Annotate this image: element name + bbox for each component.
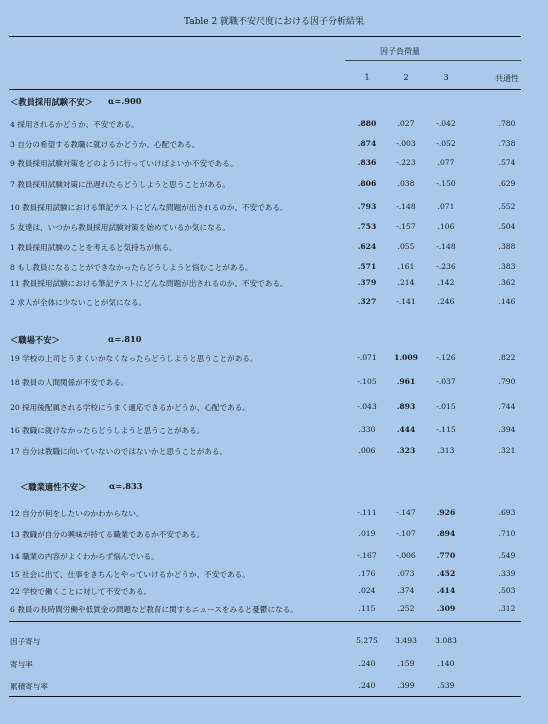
loading-cell: -.111 bbox=[357, 508, 377, 517]
item-text: 9 教員採用試験対策をどのように行っていけばよいか不安である。 bbox=[10, 159, 238, 168]
loading-cell: .880 bbox=[357, 119, 377, 128]
loading-cell: 1.009 bbox=[394, 353, 418, 362]
loading-cell: .710 bbox=[498, 529, 516, 538]
loading-cell: .071 bbox=[437, 202, 455, 211]
loading-cell: .961 bbox=[396, 377, 416, 386]
loading-cell: .214 bbox=[397, 278, 415, 287]
loading-cell: -.115 bbox=[436, 425, 456, 434]
footer-cell: .159 bbox=[397, 659, 415, 668]
loading-cell: .246 bbox=[437, 297, 455, 306]
table-title: Table 2 就職不安尺度における因子分析結果 bbox=[183, 17, 365, 27]
col-header-1: 1 bbox=[364, 73, 370, 82]
loading-cell: .006 bbox=[358, 446, 376, 455]
item-text: 16 教職に就けなかったらどうしようと思うことがある。 bbox=[10, 426, 205, 435]
loading-cell: .106 bbox=[437, 222, 455, 231]
loading-cell: .374 bbox=[397, 586, 415, 595]
item-text: 15 社会に出て、仕事をきちんとやっていけるかどうか、不安である。 bbox=[10, 570, 250, 579]
loading-cell: .339 bbox=[498, 569, 516, 578]
item-text: 2 求人が全体に少ないことが気になる。 bbox=[10, 298, 147, 307]
section-alpha: α=.810 bbox=[108, 334, 142, 344]
loading-cell: -.003 bbox=[396, 139, 416, 148]
loading-cell: .552 bbox=[498, 202, 516, 211]
item-text: 14 職業の内容がよくわからず悩んでいる。 bbox=[10, 552, 159, 561]
loading-cell: -.167 bbox=[357, 551, 377, 560]
loading-cell: .176 bbox=[358, 569, 376, 578]
loading-cell: .388 bbox=[498, 242, 516, 251]
loading-cell: -.015 bbox=[436, 402, 456, 411]
top-rule bbox=[9, 36, 521, 37]
loading-cell: .770 bbox=[436, 551, 456, 560]
loading-cell: .142 bbox=[437, 278, 455, 287]
item-text: 22 学校で働くことに対して不安である。 bbox=[10, 587, 152, 596]
loading-cell: .571 bbox=[357, 262, 377, 271]
loading-cell: .629 bbox=[498, 179, 516, 188]
loading-cell: -.043 bbox=[357, 402, 377, 411]
loading-cell: .313 bbox=[437, 446, 455, 455]
loading-cell: .780 bbox=[498, 119, 516, 128]
loading-cell: .330 bbox=[358, 425, 376, 434]
col-header-communality: 共通性 bbox=[495, 74, 519, 83]
loading-cell: .738 bbox=[498, 139, 516, 148]
loading-cell: -.157 bbox=[396, 222, 416, 231]
footer-cell: 5.275 bbox=[356, 636, 378, 645]
loading-cell: .027 bbox=[397, 119, 415, 128]
footer-cell: .240 bbox=[358, 681, 376, 690]
loading-cell: .073 bbox=[397, 569, 415, 578]
item-text: 3 自分の希望する教職に就けるかどうか、心配である。 bbox=[10, 140, 200, 149]
loading-cell: .252 bbox=[397, 604, 415, 613]
loading-cell: -.071 bbox=[357, 353, 377, 362]
loading-cell: .327 bbox=[357, 297, 377, 306]
footer-cell: 3.083 bbox=[435, 636, 457, 645]
loading-cell: -.107 bbox=[396, 529, 416, 538]
loading-cell: .452 bbox=[436, 569, 456, 578]
item-text: 18 教員の人間関係が不安である。 bbox=[10, 378, 129, 387]
bottom-rule bbox=[9, 696, 521, 697]
loading-cell: .414 bbox=[436, 586, 456, 595]
loading-cell: -.148 bbox=[436, 242, 456, 251]
loading-cell: .744 bbox=[498, 402, 516, 411]
loading-cell: .321 bbox=[498, 446, 516, 455]
loading-cell: .024 bbox=[358, 586, 376, 595]
loading-cell: .624 bbox=[357, 242, 377, 251]
footer-cell: .240 bbox=[358, 659, 376, 668]
loading-cell: -.037 bbox=[436, 377, 456, 386]
loading-cell: .894 bbox=[436, 529, 456, 538]
loading-cell: .693 bbox=[498, 508, 516, 517]
loading-cell: .115 bbox=[358, 604, 376, 613]
col-header-3: 3 bbox=[443, 73, 449, 82]
loading-cell: -.105 bbox=[357, 377, 377, 386]
item-text: 6 教員の長時間労働や低賃金の問題など教育に関するニュースをみると憂鬱になる。 bbox=[10, 605, 298, 614]
loading-cell: .312 bbox=[498, 604, 516, 613]
loading-cell: .055 bbox=[397, 242, 415, 251]
footer-cell: .140 bbox=[437, 659, 455, 668]
footer-cell: .399 bbox=[397, 681, 415, 690]
header-rule bbox=[9, 89, 521, 90]
item-text: 7 教員採用試験対策に出遅れたらどうしようと思うことがある。 bbox=[10, 180, 230, 189]
loading-cell: .790 bbox=[498, 377, 516, 386]
loading-cell: .323 bbox=[396, 446, 416, 455]
loading-cell: .549 bbox=[498, 551, 516, 560]
loading-cell: .383 bbox=[498, 262, 516, 271]
loading-cell: .077 bbox=[437, 158, 455, 167]
section-alpha: α=.900 bbox=[108, 96, 142, 106]
footer-top-rule bbox=[9, 621, 521, 622]
loading-cell: -.052 bbox=[436, 139, 456, 148]
loadings-underline bbox=[345, 60, 521, 61]
loading-cell: .038 bbox=[397, 179, 415, 188]
loading-cell: .444 bbox=[396, 425, 416, 434]
loading-cell: -.223 bbox=[396, 158, 416, 167]
footer-label: 累積寄与率 bbox=[10, 682, 48, 691]
loading-cell: .822 bbox=[498, 353, 516, 362]
loading-cell: .161 bbox=[397, 262, 415, 271]
loading-cell: -.236 bbox=[436, 262, 456, 271]
section-alpha: α=.833 bbox=[109, 481, 143, 491]
col-header-2: 2 bbox=[403, 73, 409, 82]
loading-cell: .019 bbox=[358, 529, 376, 538]
loading-cell: .379 bbox=[357, 278, 377, 287]
loading-cell: -.150 bbox=[436, 179, 456, 188]
loading-cell: -.006 bbox=[396, 551, 416, 560]
loading-cell: -.141 bbox=[396, 297, 416, 306]
footer-label: 因子寄与 bbox=[10, 637, 41, 646]
item-text: 20 採用後配属される学校にうまく適応できるかどうか、心配である。 bbox=[10, 403, 250, 412]
item-text: 13 教職が自分の興味が持てる職業であるか不安である。 bbox=[10, 530, 205, 539]
loading-cell: -.042 bbox=[436, 119, 456, 128]
loading-cell: .504 bbox=[498, 222, 516, 231]
item-text: 4 採用されるかどうか、不安である。 bbox=[10, 120, 139, 129]
section-label: ＜職業適性不安＞ bbox=[20, 482, 87, 492]
loading-cell: -.126 bbox=[436, 353, 456, 362]
footer-cell: 3.493 bbox=[395, 636, 417, 645]
item-text: 5 友達は、いつから教員採用試験対策を始めているか気になる。 bbox=[10, 223, 230, 232]
loading-cell: .394 bbox=[498, 425, 516, 434]
loading-cell: .309 bbox=[436, 604, 456, 613]
item-text: 12 自分が何をしたいのかわからない。 bbox=[10, 509, 144, 518]
item-text: 10 教員採用試験における筆記テストにどんな問題が出されるのか、不安である。 bbox=[10, 203, 288, 212]
item-text: 8 もし教員になることができなかったらどうしようと悩むことがある。 bbox=[10, 263, 253, 272]
loading-cell: -.147 bbox=[396, 508, 416, 517]
section-label: ＜職場不安＞ bbox=[10, 335, 60, 345]
item-text: 1 教員採用試験のことを考えると気持ちが焦る。 bbox=[10, 243, 177, 252]
loading-cell: .893 bbox=[396, 402, 416, 411]
loading-cell: .146 bbox=[498, 297, 516, 306]
footer-cell: .539 bbox=[437, 681, 455, 690]
footer-label: 寄与率 bbox=[10, 660, 33, 669]
loading-cell: .874 bbox=[357, 139, 377, 148]
section-label: ＜教員採用試験不安＞ bbox=[10, 97, 93, 107]
loading-cell: .836 bbox=[357, 158, 377, 167]
item-text: 17 自分は教職に向いていないのではないかと思うことがある。 bbox=[10, 447, 228, 456]
loading-cell: .574 bbox=[498, 158, 516, 167]
item-text: 19 学校の上司とうまくいかなくなったらどうしようと思うことがある。 bbox=[10, 354, 258, 363]
loading-cell: .806 bbox=[357, 179, 377, 188]
loading-cell: .503 bbox=[498, 586, 516, 595]
loading-cell: .793 bbox=[357, 202, 377, 211]
loading-cell: .753 bbox=[357, 222, 377, 231]
item-text: 11 教員採用試験における筆記テストにどんな問題が出されるのか、不安である。 bbox=[10, 279, 288, 288]
loading-cell: .362 bbox=[498, 278, 516, 287]
loadings-header: 因子負荷量 bbox=[380, 47, 420, 56]
loading-cell: .926 bbox=[436, 508, 456, 517]
loading-cell: -.148 bbox=[396, 202, 416, 211]
